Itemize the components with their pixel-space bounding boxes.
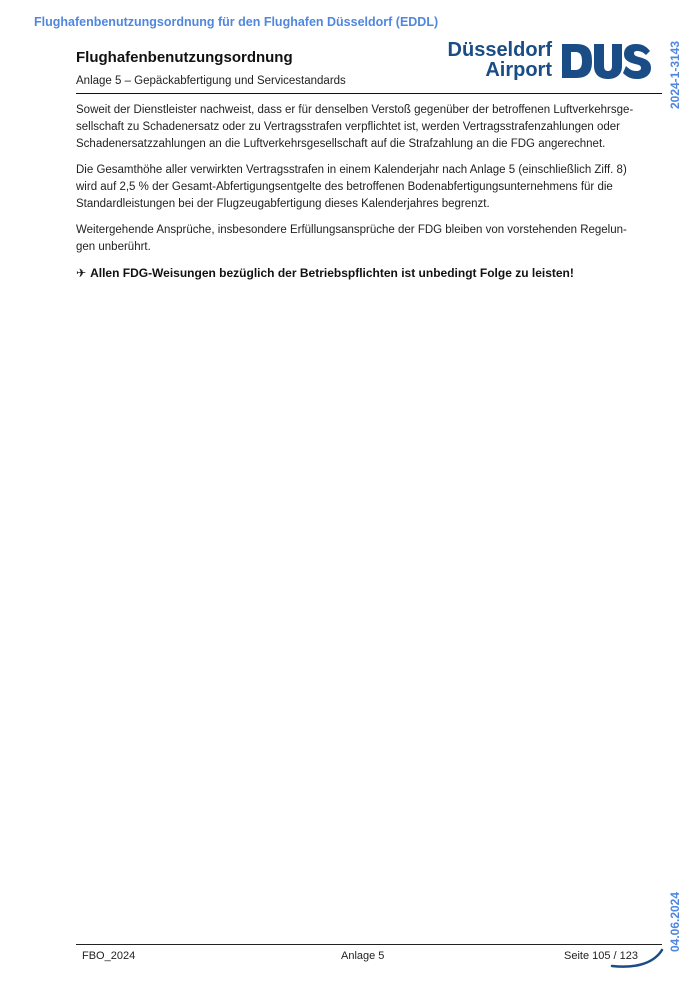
document-body (76, 102, 636, 291)
dusseldorf-airport-logo (446, 40, 652, 82)
logo-letter-u (594, 44, 622, 79)
logo-line-airport: Airport (485, 59, 552, 81)
document-subtitle: Anlage 5 – Gepäckabfertigung und Servicestandards (76, 75, 346, 87)
header-divider (76, 93, 662, 94)
document-date-vertical (666, 884, 684, 960)
footer-divider (76, 944, 662, 945)
logo-wordmark (448, 40, 552, 80)
document-banner: Flughafenbenutzungsordnung für den Flughafen Düsseldorf (EDDL) (34, 15, 439, 29)
document-code-vertical (666, 40, 684, 110)
logo-letter-s (623, 44, 651, 79)
document-code: 2024-1-3143 (668, 40, 682, 110)
document-title: Flughafenbenutzungsordnung (76, 49, 293, 66)
document-date: 04.06.2024 (668, 891, 682, 953)
notice-text: Allen FDG-Weisungen bezüglich der Betriebspflichten ist unbedingt Folge zu leisten! (90, 266, 574, 280)
paragraph-3: Weitergehende Ansprüche, insbesondere Erfüllungsansprüche der FDG bleiben von vorstehenden Regelun-gen unberührt. (76, 224, 627, 253)
airplane-icon: ✈ (76, 266, 87, 280)
notice-line (76, 265, 636, 282)
logo-letter-d (562, 44, 592, 78)
dus-logo-mark (560, 42, 652, 80)
footer-document-id: FBO_2024 (82, 950, 136, 962)
logo-line-dusseldorf: Düsseldorf (447, 39, 552, 61)
paragraph-1: Soweit der Dienstleister nachweist, dass er für denselben Verstoß gegenüber der betroffenen Luftverkehrsge-sellschaft zu Schadenersatz oder zu Vertragsstrafen verpflichtet ist, werden Vertragsstrafenzahlungen oder Schadenersatzzahlungen an die Luftverkehrsgesellschaft auf die Strafzahlung an die FDG angerechnet. (76, 104, 634, 150)
footer-section: Anlage 5 (341, 950, 385, 962)
footer-page-number: Seite 105 / 123 (564, 950, 639, 962)
paragraph-2: Die Gesamthöhe aller verwirkten Vertragsstrafen in einem Kalenderjahr nach Anlage 5 (einschließlich Ziff. 8) wird auf 2,5 % der Gesamt-Abfertigungsentgelte des betroffenen Bodenabfertigungsunternehmens für die Standardleistungen bei der Flugzeugabfertigung dieses Kalenderjahres begrenzt. (76, 164, 627, 210)
